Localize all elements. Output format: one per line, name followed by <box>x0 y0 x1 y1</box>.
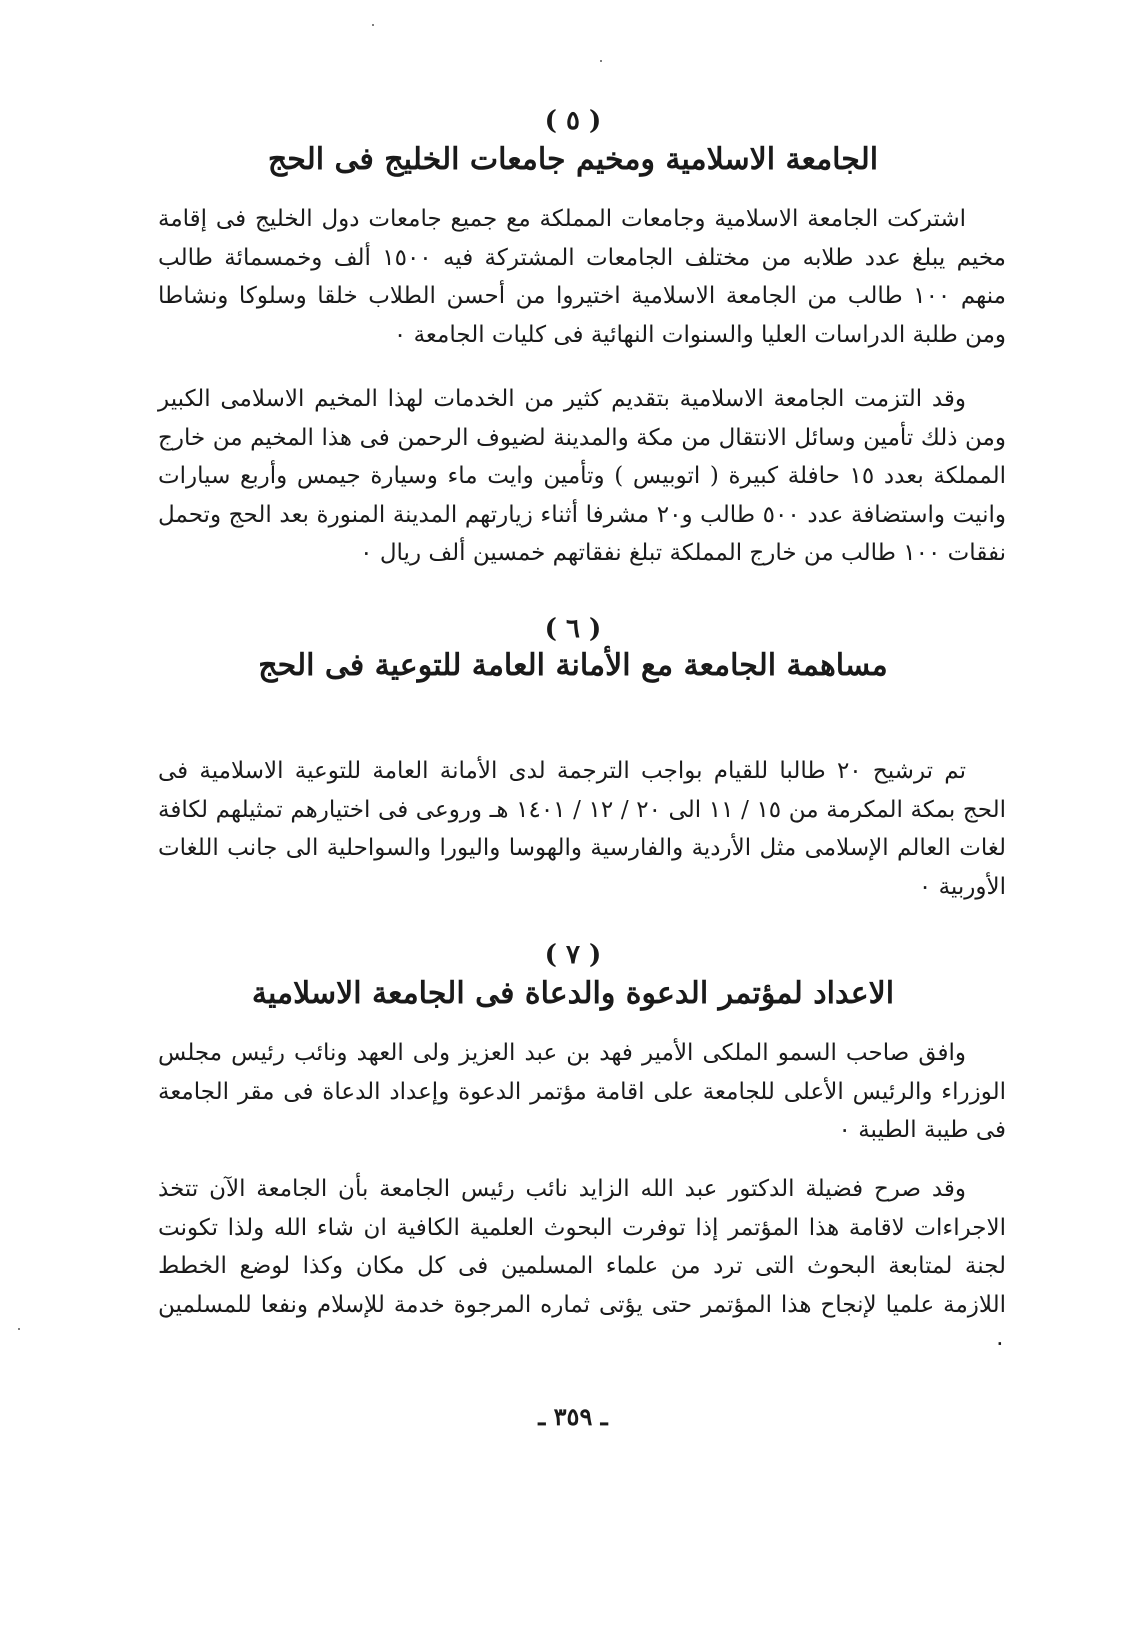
section-number: ( ٧ ) <box>544 940 602 970</box>
paragraph-text: وقد التزمت الجامعة الاسلامية بتقديم كثير من الخدمات لهذا المخيم الاسلامى الكبير ومن ذلك تأمين وسائل الانتقال من مكة والمدينة لضيوف الرحمن فى هذا المخيم من خارج المملكة بعدد ١٥ حافلة كبيرة ( اتوبيس ) وتأمين وايت ماء وسيارة جيمس وأربع سيارات وانيت واستضافة عدد ٥٠٠ طالب و٢٠ مشرفا أثناء زيارتهم المدينة المنورة بعد الحج وتحمل نفقات ١٠٠ طالب من خارج المملكة تبلغ نفقاتهم خمسين ألف ريال ٠ <box>158 386 1007 566</box>
section-title: الجامعة الاسلامية ومخيم جامعات الخليج فى الحج <box>267 142 879 177</box>
paragraph <box>158 1170 1006 1363</box>
paragraph <box>158 1034 1006 1150</box>
scan-speck <box>600 60 602 62</box>
paragraph <box>158 380 1006 573</box>
paragraph-text: وافق صاحب السمو الملكى الأمير فهد بن عبد العزيز ولى العهد ونائب رئيس مجلس الوزراء والرئيس الأعلى للجامعة على اقامة مؤتمر الدعوة وإعداد الدعاة فى مقر الجامعة فى طيبة الطيبة ٠ <box>158 1040 1006 1143</box>
paragraph <box>158 752 1006 906</box>
paragraph-text: تم ترشيح ٢٠ طالبا للقيام بواجب الترجمة لدى الأمانة العامة للتوعية الاسلامية فى الحج بمكة المكرمة من ١٥ / ١١ الى ٢٠ / ١٢ / ١٤٠١ هـ وروعى فى اختيارهم تمثيلهم لكافة لغات العالم الإسلامى مثل الأردية والفارسية والهوسا واليورا والسواحلية الى جانب اللغات الأوربية ٠ <box>158 758 1006 900</box>
section-number: ( ٥ ) <box>544 106 602 136</box>
paragraph-text: اشتركت الجامعة الاسلامية وجامعات المملكة مع جميع جامعات دول الخليج فى إقامة مخيم يبلغ عدد طلابه من مختلف الجامعات المشتركة فيه ١٥٠٠ ألف وخمسمائة طالب منهم ١٠٠ طالب من الجامعة الاسلامية اختيروا من أحسن الطلاب خلقا وسلوكا ونشاطا ومن طلبة الدراسات العليا والسنوات النهائية فى كليات الجامعة ٠ <box>158 206 1006 348</box>
section-title: الاعداد لمؤتمر الدعوة والدعاة فى الجامعة الاسلامية <box>251 976 895 1011</box>
page-number: ـ ٣٥٩ ـ <box>538 1402 608 1431</box>
section-number: ( ٦ ) <box>544 614 602 644</box>
scan-speck <box>372 24 374 26</box>
section-title: مساهمة الجامعة مع الأمانة العامة للتوعية فى الحج <box>258 648 888 683</box>
paragraph <box>158 200 1006 354</box>
scan-speck <box>18 1328 20 1330</box>
paragraph-text: وقد صرح فضيلة الدكتور عبد الله الزايد نائب رئيس الجامعة بأن الجامعة الآن تتخذ الاجراءات لاقامة هذا المؤتمر إذا توفرت البحوث العلمية الكافية ان شاء الله ولذا تكونت لجنة لمتابعة البحوث التى ترد من علماء المسلمين فى كل مكان وكذا لوضع الخطط اللازمة علميا لإنجاح هذا المؤتمر حتى يؤتى ثماره المرجوة خدمة للإسلام ونفعا للمسلمين ٠ <box>158 1176 1006 1356</box>
